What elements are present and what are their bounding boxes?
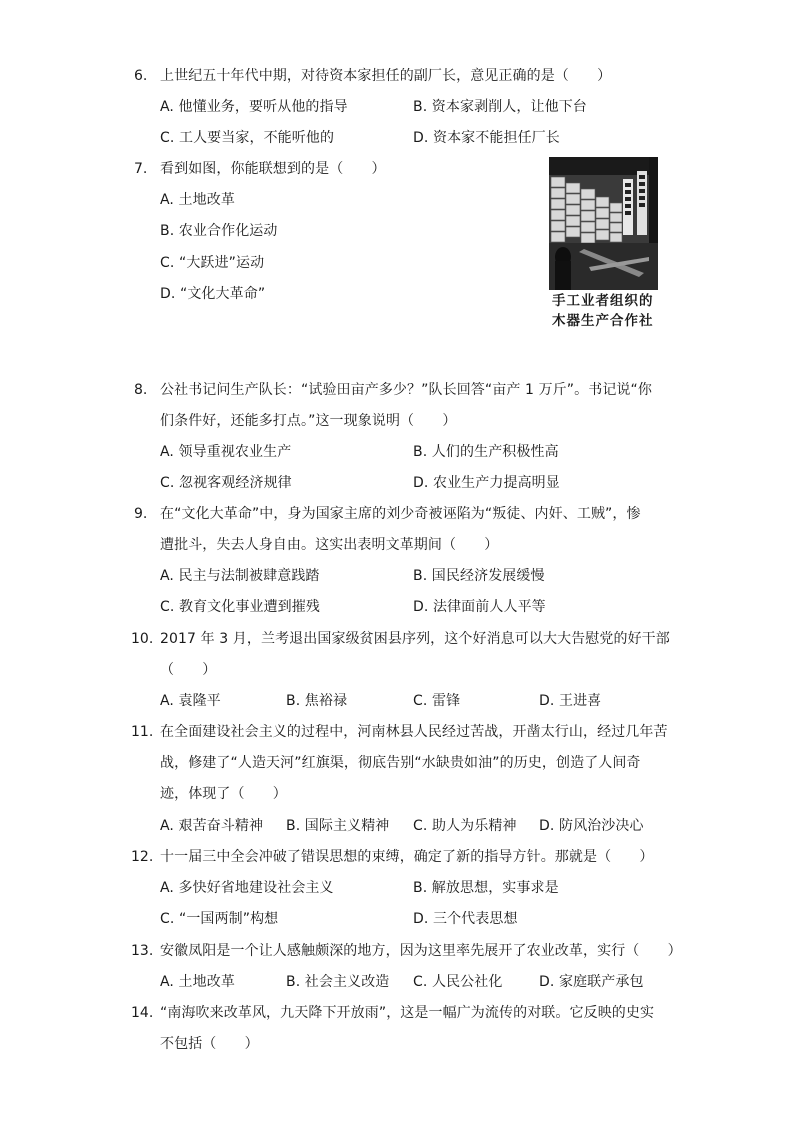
option-a: A. 土地改革: [160, 192, 235, 208]
option-b: B. 农业合作化运动: [160, 223, 278, 239]
question-stem: 战，修建了“人造天河”红旗渠，彻底告别“水缺贵如油”的历史，创造了人间奇: [160, 755, 641, 771]
question-stem: 不包括（ ）: [160, 1036, 259, 1052]
option-b: B. 国际主义精神: [286, 818, 390, 834]
question-number: 13.: [131, 943, 154, 959]
option-c: C. 人民公社化: [413, 974, 503, 990]
option-c: C. 工人要当家，不能听他的: [160, 130, 335, 146]
question-stem: （ ）: [160, 662, 217, 678]
option-d: D. 资本家不能担任厂长: [413, 130, 560, 146]
option-d: D. “文化大革命”: [160, 286, 266, 302]
option-d: D. 农业生产力提高明显: [413, 475, 560, 491]
option-a: A. 多快好省地建设社会主义: [160, 880, 334, 896]
question-number: 11.: [131, 724, 154, 740]
option-d: D. 三个代表思想: [413, 911, 518, 927]
option-a: A. 土地改革: [160, 974, 235, 990]
question-stem: “南海吹来改革风，九天降下开放雨”，这是一幅广为流传的对联。它反映的史实: [160, 1005, 655, 1021]
option-c: C. “大跃进”运动: [160, 255, 265, 271]
question-stem: 上世纪五十年代中期，对待资本家担任的副厂长，意见正确的是（ ）: [160, 68, 612, 84]
option-a: A. 他懂业务，要听从他的指导: [160, 99, 348, 115]
option-b: B. 资本家剥削人，让他下台: [413, 99, 587, 115]
question-number: 8.: [134, 382, 148, 398]
option-a: A. 袁隆平: [160, 693, 221, 709]
option-d: D. 王进喜: [539, 693, 602, 709]
option-b: B. 人们的生产积极性高: [413, 444, 559, 460]
question-stem: 们条件好，还能多打点。”这一现象说明（ ）: [160, 413, 457, 429]
option-a: A. 领导重视农业生产: [160, 444, 292, 460]
option-b: B. 焦裕禄: [286, 693, 348, 709]
question-stem: 安徽凤阳是一个让人感触颇深的地方，因为这里率先展开了农业改革，实行（ ）: [160, 943, 682, 959]
photo-caption: 手工业者组织的: [552, 293, 654, 309]
question-stem: 公社书记问生产队长：“试验田亩产多少？”队长回答“亩产 1 万斤”。书记说“你: [160, 382, 652, 398]
question-stem: 遭批斗，失去人身自由。这实出表明文革期间（ ）: [160, 537, 499, 553]
option-b: B. 解放思想，实事求是: [413, 880, 559, 896]
option-d: D. 防风治沙决心: [539, 818, 644, 834]
question-number: 12.: [131, 849, 154, 865]
option-b: B. 社会主义改造: [286, 974, 390, 990]
question-stem: 在“文化大革命”中，身为国家主席的刘少奇被诬陷为“叛徒、内奸、工贼”，惨: [160, 506, 641, 522]
question-stem: 看到如图，你能联想到的是（ ）: [160, 161, 386, 177]
option-c: C. 雷锋: [413, 693, 461, 709]
question-number: 10.: [131, 631, 154, 647]
question-number: 7.: [134, 161, 148, 177]
question-stem: 2017 年 3 月，兰考退出国家级贫困县序列，这个好消息可以大大告慰党的好干部: [160, 631, 670, 647]
question-stem: 十一届三中全会冲破了错误思想的束缚，确定了新的指导方针。那就是（ ）: [160, 849, 654, 865]
option-b: B. 国民经济发展缓慢: [413, 568, 545, 584]
option-c: C. 教育文化事业遭到摧残: [160, 599, 320, 615]
question-number: 14.: [131, 1005, 154, 1021]
option-a: A. 艰苦奋斗精神: [160, 818, 264, 834]
question-stem: 迹，体现了（ ）: [160, 786, 287, 802]
cooperative-photo: [549, 157, 658, 290]
question-number: 9.: [134, 506, 148, 522]
photo-caption: 木器生产合作社: [552, 313, 654, 329]
photo-illustration: [549, 157, 658, 290]
question-stem: 在全面建设社会主义的过程中，河南林县人民经过苦战，开凿太行山，经过几年苦: [160, 724, 668, 740]
option-c: C. “一国两制”构想: [160, 911, 279, 927]
option-c: C. 助人为乐精神: [413, 818, 517, 834]
option-c: C. 忽视客观经济规律: [160, 475, 292, 491]
question-number: 6.: [134, 68, 148, 84]
option-d: D. 家庭联产承包: [539, 974, 644, 990]
option-d: D. 法律面前人人平等: [413, 599, 546, 615]
option-a: A. 民主与法制被肆意践踏: [160, 568, 320, 584]
